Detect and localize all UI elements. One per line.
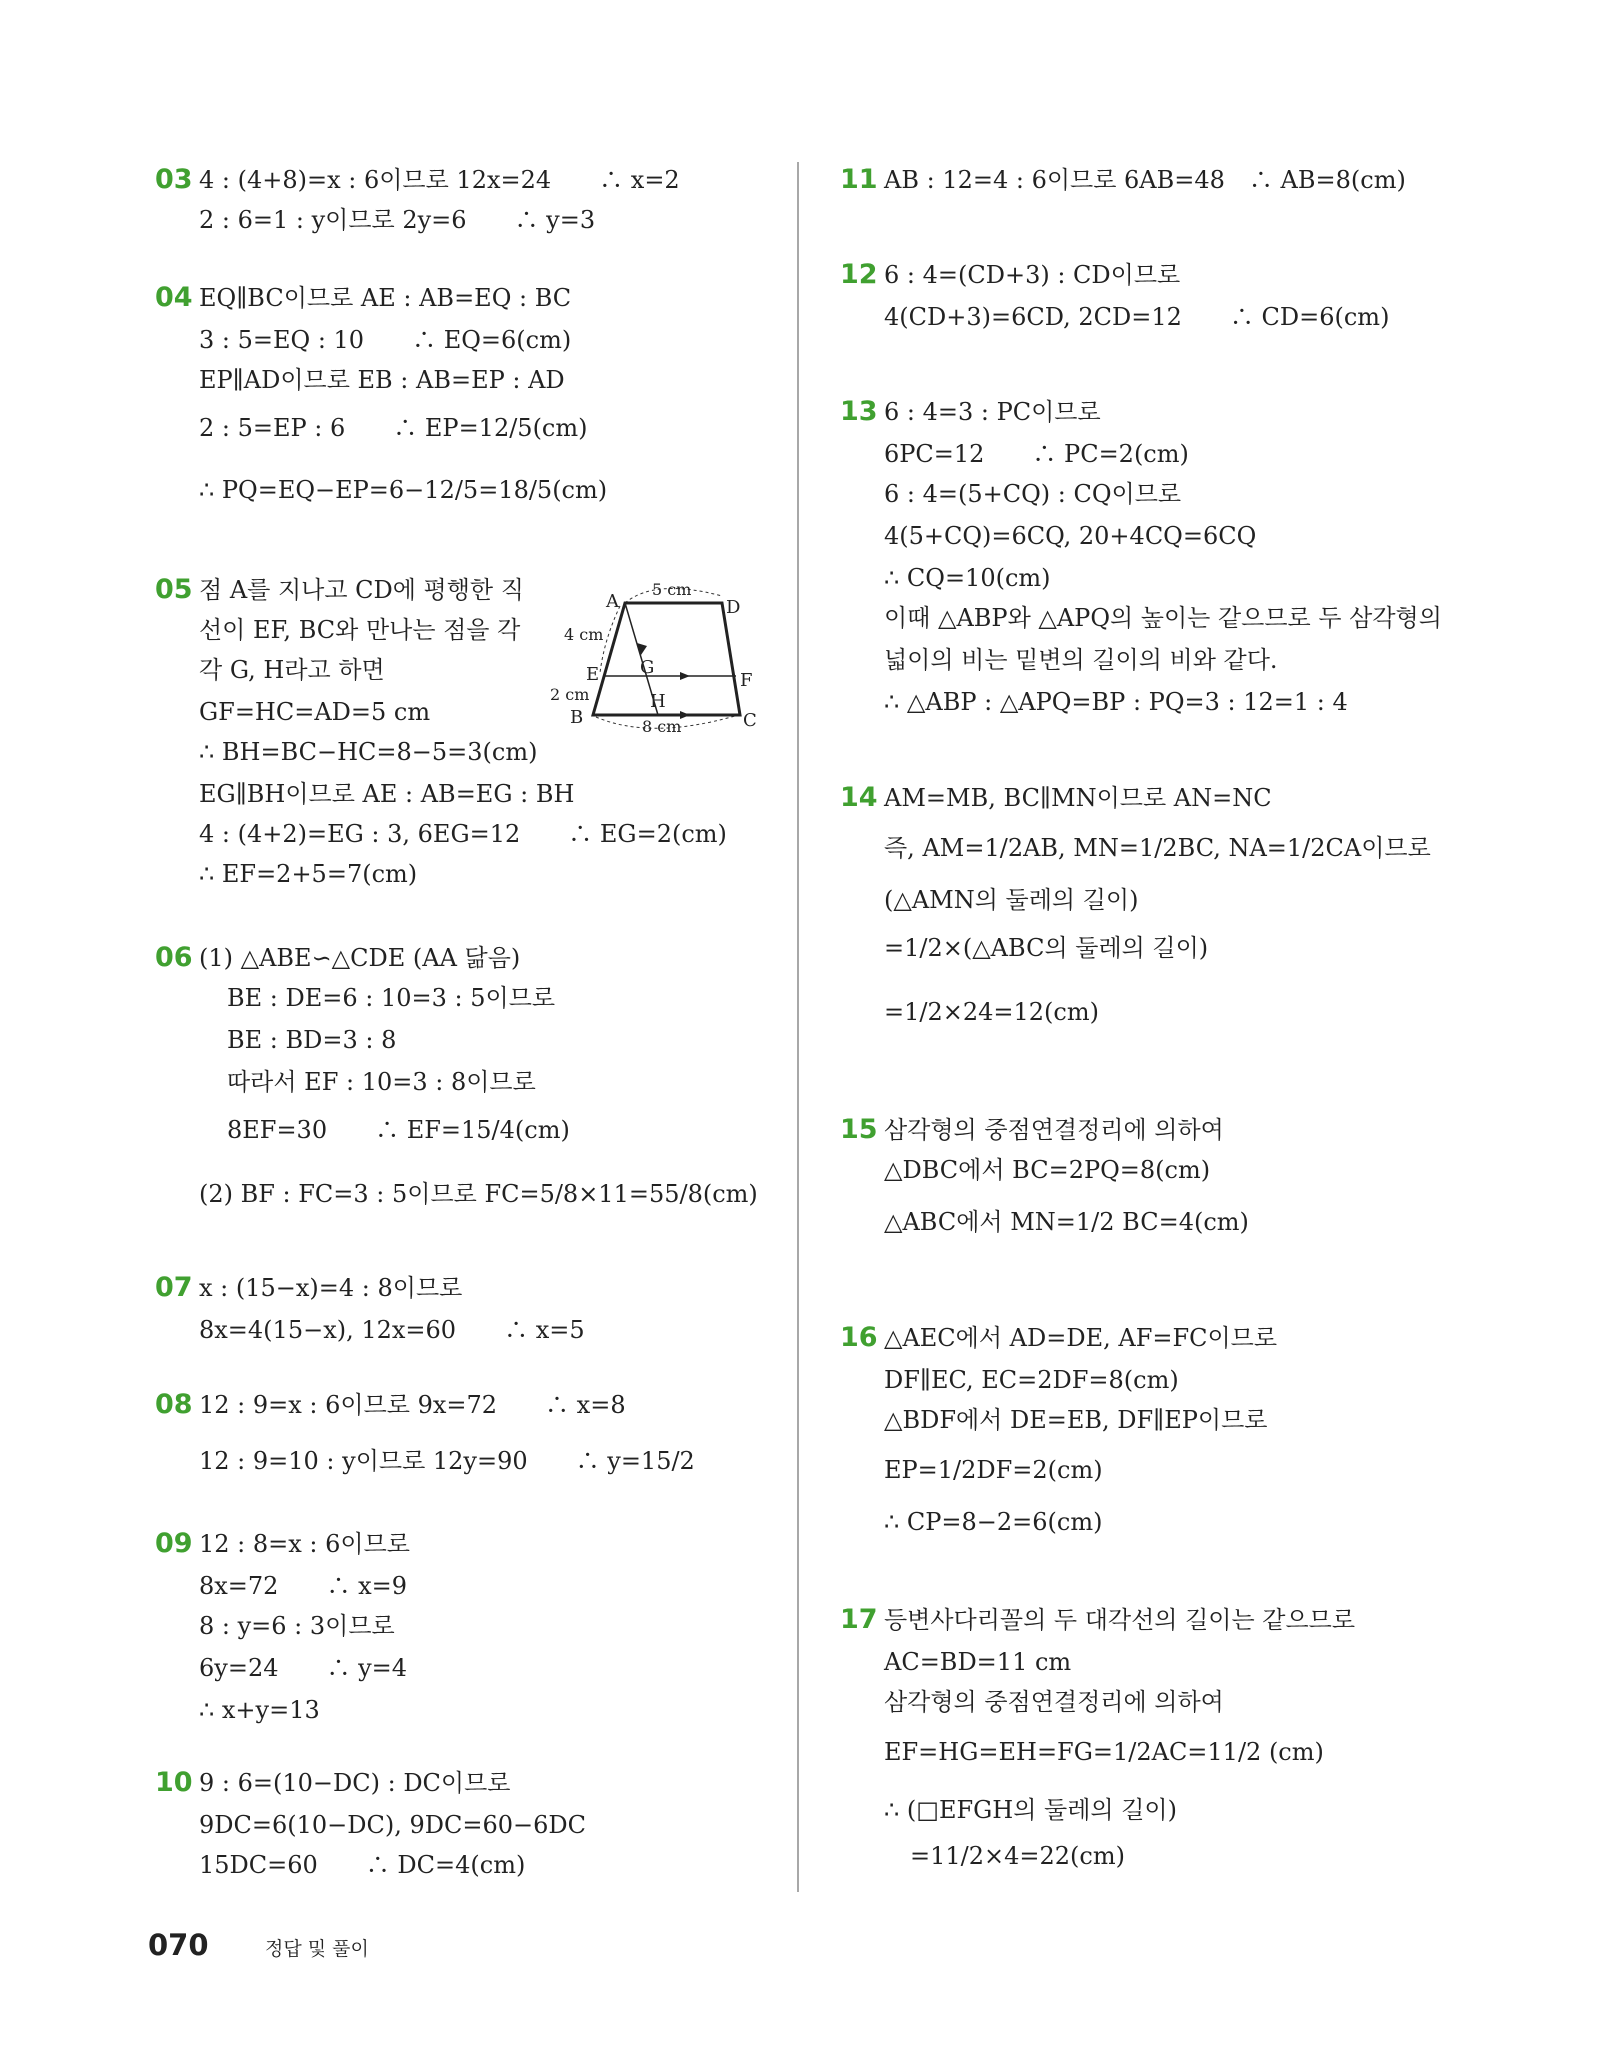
solution-line: ∴ CP=8−2=6(cm) <box>884 1508 1103 1536</box>
solution-line: 4 : (4+8)=x : 6이므로 12x=24 ∴ x=2 <box>199 166 680 194</box>
problem-number: 12 <box>840 259 878 290</box>
solution-line: ∴ EF=2+5=7(cm) <box>199 860 418 888</box>
solution-line: 9 : 6=(10−DC) : DC이므로 <box>199 1769 511 1797</box>
solution-line: (1) △ABE∽△CDE (AA 닮음) <box>199 944 521 972</box>
solution-line: =1/2×(△ABC의 둘레의 길이) <box>884 934 1209 962</box>
solution-line: △AEC에서 AD=DE, AF=FC이므로 <box>884 1324 1278 1352</box>
solution-line: 6 : 4=(5+CQ) : CQ이므로 <box>884 480 1182 508</box>
label-e: E <box>586 664 600 685</box>
solution-line: 8x=4(15−x), 12x=60 ∴ x=5 <box>199 1316 585 1344</box>
column-divider <box>797 162 799 1892</box>
solution-line: 따라서 EF : 10=3 : 8이므로 <box>227 1068 536 1096</box>
label-a: A <box>606 591 619 612</box>
solution-line: 등변사다리꼴의 두 대각선의 길이는 같으므로 <box>884 1606 1356 1634</box>
solution-line: 각 G, H라고 하면 <box>199 656 385 684</box>
trapezoid-figure-05 <box>540 580 770 740</box>
problem-number: 05 <box>155 574 193 605</box>
solution-line: 4 : (4+2)=EG : 3, 6EG=12 ∴ EG=2(cm) <box>199 820 727 848</box>
label-b: B <box>570 707 584 728</box>
measure-bottom: 8 cm <box>642 717 682 736</box>
solution-line: △DBC에서 BC=2PQ=8(cm) <box>884 1156 1211 1184</box>
problem-number: 11 <box>840 164 878 195</box>
page-number: 070 <box>148 1928 209 1962</box>
solution-line: 2 : 6=1 : y이므로 2y=6 ∴ y=3 <box>199 206 596 234</box>
solution-line: 6y=24 ∴ y=4 <box>199 1654 408 1682</box>
solution-line: ∴ (□EFGH의 둘레의 길이) <box>884 1796 1177 1824</box>
solution-line: 6 : 4=3 : PC이므로 <box>884 398 1101 426</box>
solution-line: EQ∥BC이므로 AE : AB=EQ : BC <box>199 284 572 312</box>
problem-number: 13 <box>840 396 878 427</box>
solution-line: ∴ △ABP : △APQ=BP : PQ=3 : 12=1 : 4 <box>884 688 1348 716</box>
problem-number: 15 <box>840 1114 878 1145</box>
label-g: G <box>640 657 655 678</box>
solution-line: 4(CD+3)=6CD, 2CD=12 ∴ CD=6(cm) <box>884 303 1390 331</box>
problem-number: 16 <box>840 1322 878 1353</box>
solution-line: 8x=72 ∴ x=9 <box>199 1572 407 1600</box>
problem-number: 10 <box>155 1767 193 1798</box>
solution-line: EP=1/2DF=2(cm) <box>884 1456 1103 1484</box>
problem-number: 06 <box>155 942 193 973</box>
solution-line: x : (15−x)=4 : 8이므로 <box>199 1274 463 1302</box>
trapezoid-abcd <box>593 603 740 715</box>
solution-line: 3 : 5=EQ : 10 ∴ EQ=6(cm) <box>199 326 572 354</box>
problem-number: 08 <box>155 1389 193 1420</box>
solution-line: =11/2×4=22(cm) <box>910 1842 1125 1870</box>
arrow-bc <box>680 711 690 719</box>
solution-line: AC=BD=11 cm <box>884 1648 1072 1676</box>
solution-line: ∴ PQ=EQ−EP=6−12/5=18/5(cm) <box>199 476 608 504</box>
solution-line: EP∥AD이므로 EB : AB=EP : AD <box>199 366 565 394</box>
label-f: F <box>740 670 753 691</box>
problem-number: 17 <box>840 1604 878 1635</box>
solution-line: 12 : 9=10 : y이므로 12y=90 ∴ y=15/2 <box>199 1447 695 1475</box>
solution-line: EF=HG=EH=FG=1/2AC=11/2 (cm) <box>884 1738 1324 1766</box>
solution-line: BE : DE=6 : 10=3 : 5이므로 <box>227 984 556 1012</box>
solution-line: 12 : 9=x : 6이므로 9x=72 ∴ x=8 <box>199 1391 626 1419</box>
solution-line: 6PC=12 ∴ PC=2(cm) <box>884 440 1189 468</box>
solution-line: =1/2×24=12(cm) <box>884 998 1099 1026</box>
solution-line: 15DC=60 ∴ DC=4(cm) <box>199 1851 526 1879</box>
solution-line: DF∥EC, EC=2DF=8(cm) <box>884 1366 1179 1394</box>
label-d: D <box>726 597 741 618</box>
solution-line: 9DC=6(10−DC), 9DC=60−6DC <box>199 1811 586 1839</box>
problem-number: 03 <box>155 164 193 195</box>
solution-line: 4(5+CQ)=6CQ, 20+4CQ=6CQ <box>884 522 1257 550</box>
solution-line: 8 : y=6 : 3이므로 <box>199 1612 395 1640</box>
problem-number: 09 <box>155 1528 193 1559</box>
solution-line: △BDF에서 DE=EB, DF∥EP이므로 <box>884 1406 1268 1434</box>
solution-line: AB : 12=4 : 6이므로 6AB=48 ∴ AB=8(cm) <box>884 166 1406 194</box>
solution-line: 즉, AM=1/2AB, MN=1/2BC, NA=1/2CA이므로 <box>884 834 1431 862</box>
measure-left-lower: 2 cm <box>550 685 590 704</box>
solution-line: 삼각형의 중점연결정리에 의하여 <box>884 1688 1224 1716</box>
solution-line: ∴ x+y=13 <box>199 1696 320 1724</box>
solution-line: GF=HC=AD=5 cm <box>199 698 431 726</box>
solution-line: 12 : 8=x : 6이므로 <box>199 1530 410 1558</box>
solution-line: 선이 EF, BC와 만나는 점을 각 <box>199 616 521 644</box>
solution-line: 8EF=30 ∴ EF=15/4(cm) <box>227 1116 570 1144</box>
problem-number: 04 <box>155 282 193 313</box>
measure-left-upper: 4 cm <box>564 625 604 644</box>
solution-line: 6 : 4=(CD+3) : CD이므로 <box>884 261 1181 289</box>
solution-line: 이때 △ABP와 △APQ의 높이는 같으므로 두 삼각형의 <box>884 604 1442 632</box>
solution-line: (2) BF : FC=3 : 5이므로 FC=5/8×11=55/8(cm) <box>199 1180 758 1208</box>
label-c: C <box>743 710 757 731</box>
solution-line: ∴ BH=BC−HC=8−5=3(cm) <box>199 738 538 766</box>
solution-line: AM=MB, BC∥MN이므로 AN=NC <box>884 784 1272 812</box>
solution-line: 삼각형의 중점연결정리에 의하여 <box>884 1116 1224 1144</box>
solution-line: BE : BD=3 : 8 <box>227 1026 397 1054</box>
label-h: H <box>650 691 666 712</box>
solution-line: (△AMN의 둘레의 길이) <box>884 886 1139 914</box>
solution-line: ∴ CQ=10(cm) <box>884 564 1051 592</box>
problem-number: 14 <box>840 782 878 813</box>
solution-line: △ABC에서 MN=1/2 BC=4(cm) <box>884 1208 1249 1236</box>
solution-line: 점 A를 지나고 CD에 평행한 직 <box>199 576 524 604</box>
section-title: 정답 및 풀이 <box>265 1938 369 1960</box>
problem-number: 07 <box>155 1272 193 1303</box>
arrow-ef <box>680 672 690 680</box>
measure-top: 5 cm <box>652 580 692 599</box>
solution-line: EG∥BH이므로 AE : AB=EG : BH <box>199 780 575 808</box>
solution-line: 넓이의 비는 밑변의 길이의 비와 같다. <box>884 646 1278 674</box>
solution-line: 2 : 5=EP : 6 ∴ EP=12/5(cm) <box>199 414 588 442</box>
